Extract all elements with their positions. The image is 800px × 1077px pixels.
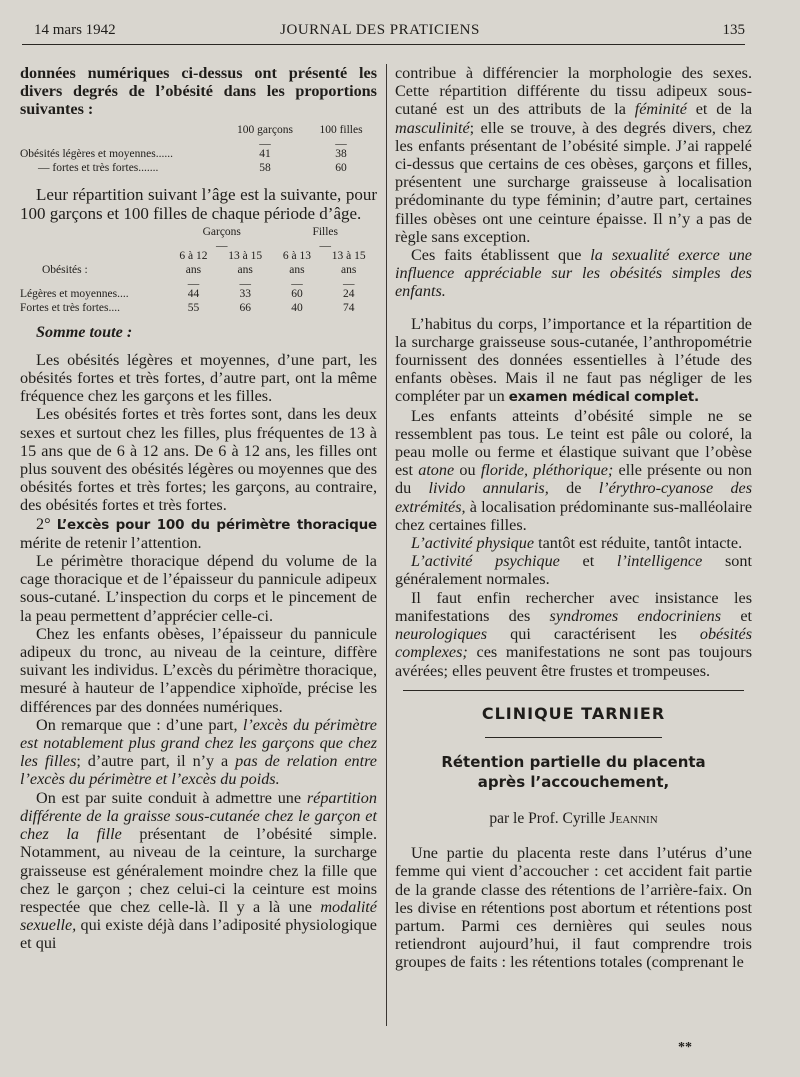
repartition-paragraph: Leur répartition suivant l’âge est la suivante, pour 100 garçons et 100 filles de chaque période d’âge. (20, 184, 377, 223)
paragraph: Une partie du placenta reste dans l’utérus d’une femme qui vient d’accoucher : cet accident fait partie de la grande classe des rétentions de l’arrière-faix. On les divise en rétentions post abortum et rétentions post partum. Parmi ces dernières qui seules nous retiendront aujourd’hui, il faut comprendre trois groupes de faits : les rétentions totales (comprenant le (395, 844, 752, 972)
text-run: qui caractérisent les (510, 625, 677, 644)
italic-run: floride, pléthorique; (480, 461, 614, 480)
italic-run: livido annularis, (428, 479, 549, 498)
paragraph: Les obésités fortes et très fortes sont, dans les deux sexes et surtout chez les filles, plus fréquentes de 13 à 15 ans que de 6 à 12 ans. De 6 à 12 ans, les filles ont plus souvent des obésités légères ou moyennes que des obésités fortes et très fortes; les garçons, au contraire, des obésités fortes et très fortes. (20, 405, 377, 515)
text-run: contribue à différencier la morphologie des sexes. Cette répartition différente du tissu adipeux sous-cutané est un des attributs de la (395, 64, 752, 119)
ans-label: ans (185, 263, 202, 276)
issue-date: 14 mars 1942 (34, 22, 116, 38)
text-run: présentant de l’obésité simple. Notamment, au niveau de la ceinture, la surcharge graisseuse est généralement moindre chez la fille que chez le garçon ; chez celui-ci la ceinture est moins respectée que chez celle-là. Il y a là une (20, 825, 378, 916)
cell-value: 60 (335, 161, 347, 174)
table-row (20, 301, 377, 315)
somme-toute-heading: Somme toute : (36, 322, 133, 341)
cell-value: 33 (239, 287, 251, 300)
article-title-line: après l’accouchement, (477, 772, 670, 791)
journal-title: JOURNAL DES PRATICIENS (280, 22, 480, 38)
text-run: et (740, 606, 752, 625)
row-label: Légères et moyennes.... (20, 287, 129, 300)
text-run: et (582, 552, 595, 571)
paragraph: Chez les enfants obèses, l’épaisseur du pannicule adipeux du tronc, au niveau de la ceinture, diffère suivant les individus. L’excès du périmètre thoracique, mesuré à hauteur de l’appendice xiphoïde, précise les différences par des données numériques. (20, 624, 377, 716)
text-run: Les enfants atteints d’obésité simple ne se ressemblent pas tous. Le teint est pâle ou coloré, la peau molle ou ferme et élastique suivant que l’obèse est (395, 406, 752, 480)
section-number: 2° (36, 514, 51, 533)
bold-heading: L’excès pour 100 du périmètre thoracique (56, 516, 378, 533)
text-run: Il faut enfin rechercher avec insistance les manifestations des (395, 588, 752, 625)
cell-value: 66 (239, 301, 251, 314)
paragraph (395, 589, 752, 680)
paragraph (395, 246, 752, 301)
byline (395, 810, 752, 828)
age-header: 6 à 12 (179, 249, 208, 262)
text-run: tantôt est réduite, tantôt intacte. (538, 534, 743, 553)
text-run: elle présente ou non du (395, 461, 753, 498)
italic-run: obésités complexes; (395, 625, 752, 662)
col-header-girls: 100 filles (319, 123, 363, 136)
obesity-proportions-table: 100 garçons 100 filles — — Obésités légères et moyennes...... 41 38 — fortes et très fortes....... 58 60 (20, 123, 377, 175)
age-header: 6 à 13 (282, 249, 311, 262)
cell-value: 41 (259, 147, 271, 160)
ans-label: ans (237, 263, 253, 276)
cell-value: 40 (291, 301, 303, 314)
group-header-girls: Filles (312, 225, 339, 238)
article-title (395, 752, 752, 792)
byline-prefix: par le Prof. Cyrille (489, 809, 606, 827)
italic-run: l’excès du périmètre est notablement plus grand chez les garçons que chez les filles (20, 715, 377, 771)
group-header-boys: Garçons (202, 225, 241, 238)
ans-label: ans (289, 263, 305, 276)
spacer (395, 301, 752, 315)
italic-run: syndromes endocriniens (549, 606, 722, 625)
row-label-header: Obésités : (42, 263, 88, 276)
cell-value: 60 (291, 287, 303, 300)
paragraph: Le périmètre thoracique dépend du volume de la cage thoracique et de l’épaisseur du pannicule adipeux sous-cutané. L’inspection du corps et le pincement de la peau permettent d’apprécier celle-ci. (20, 552, 377, 625)
text-run: et de la (695, 100, 753, 119)
text-run: qui existe déjà dans l’adiposité physiologique et qui (20, 916, 377, 953)
text-run: Ces faits établissent que (411, 246, 582, 265)
table-row (20, 147, 377, 161)
italic-run: L’activité physique (411, 534, 535, 553)
cell-value: 44 (187, 287, 200, 300)
text-run: On est par suite conduit à admettre une (36, 788, 302, 807)
table-row (20, 287, 377, 301)
intro-paragraph: données numériques ci-dessus ont présenté les divers degrés de l’obésité dans les proportions suivantes : (20, 64, 377, 119)
italic-run: atone (418, 461, 455, 480)
italic-run: masculinité (395, 118, 470, 137)
italic-run: l’érythro-cyanose des extrémités, (395, 479, 753, 516)
right-column (395, 64, 752, 972)
column-divider (386, 64, 387, 1026)
section-title: CLINIQUE TARNIER (481, 703, 666, 723)
italic-run: neurologiques (395, 625, 488, 644)
paragraph (395, 64, 752, 246)
row-label: Fortes et très fortes.... (20, 301, 120, 314)
italic-run: la sexualité exerce une influence appréciable sur les obésités simples des enfants. (395, 246, 752, 301)
text-run: de (566, 479, 582, 498)
italic-run: l’intelligence (616, 552, 703, 571)
author-name: Jeannin (609, 809, 658, 827)
cell-value: 74 (342, 301, 355, 314)
age-header: 13 à 15 (331, 249, 366, 262)
text-run: ou (459, 461, 476, 480)
col-header-boys: 100 garçons (237, 123, 293, 136)
row-label: Obésités légères et moyennes...... (20, 147, 173, 160)
text-run: mérite de retenir l’attention. (20, 533, 202, 552)
page-header (20, 22, 745, 44)
paragraph (395, 534, 752, 552)
italic-run: féminité (634, 100, 687, 119)
footer-mark: ** (678, 1040, 692, 1055)
paragraph (20, 789, 377, 953)
paragraph (20, 515, 377, 552)
age-header: 13 à 15 (228, 249, 263, 262)
text-run: On remarque que : d’une part, (36, 715, 238, 734)
cell-value: 24 (342, 287, 355, 300)
paragraph (395, 552, 752, 588)
title-rule (485, 737, 662, 738)
left-column (20, 64, 377, 953)
paragraph (20, 716, 377, 789)
text-run: L’habitus du corps, l’importance et la répartition de la surcharge graisseuse sous-cutanée, l’anthropométrie fournissent des données essentielles à l’étude des enfants obèses. Mais il ne faut pas négliger de les compléter par un (395, 314, 752, 406)
italic-run: répartition différente de la graisse sous-cutanée chez le garçon et chez la fille (20, 788, 377, 844)
page-number: 135 (722, 22, 745, 38)
text-run: ; elle se trouve, à des degrés divers, chez les enfants présentant de l’obésité simple. J’ai rappelé ci-dessus que certains de ces obèses, garçons et filles, présentent une surcharge graisseuse à localisation prédominante du type féminin; d’autre part, certaines filles obèses ont une ceinture épaisse. Il n’y a pas de règle sans exception. (395, 118, 752, 246)
ans-label: ans (341, 263, 357, 276)
text-run: à localisation prédominante sus-malléolaire chez certaines filles. (395, 497, 752, 534)
italic-run: pas de relation entre l’excès du périmètre et l’excès du poids. (20, 752, 377, 789)
text-run: ces manifestations ne sont pas toujours avérées; elles peuvent être frustes et trompeuses. (395, 643, 752, 680)
table-row (20, 161, 377, 175)
paragraph: Les obésités légères et moyennes, d’une part, les obésités fortes et très fortes, d’autre part, ont la même fréquence chez les garçons et les filles. (20, 350, 377, 406)
paragraph (395, 315, 752, 407)
header-rule (22, 44, 745, 45)
italic-run: L’activité psychique (411, 552, 560, 571)
italic-run: modalité sexuelle, (20, 897, 377, 935)
row-label: — fortes et très fortes....... (38, 161, 159, 174)
section-rule (403, 690, 744, 691)
cell-value: 58 (259, 161, 271, 174)
text-run: ; d’autre part, il n’y a (76, 752, 229, 771)
age-distribution-table: Garçons Filles — — 6 à 12 13 à 15 6 à 13 13 à 15 Obésités : ans ans ans ans — — — — Légères et moyennes.... 44 33 60 24 Fortes et très fortes.... 55 66 40 74 (20, 225, 377, 315)
paragraph (395, 407, 752, 534)
cell-value: 55 (187, 301, 200, 314)
bold-run: examen médical complet. (508, 389, 699, 406)
article-title-line: Rétention partielle du placenta (441, 752, 706, 771)
text-run: sont généralement normales. (395, 552, 752, 589)
cell-value: 38 (335, 147, 347, 160)
